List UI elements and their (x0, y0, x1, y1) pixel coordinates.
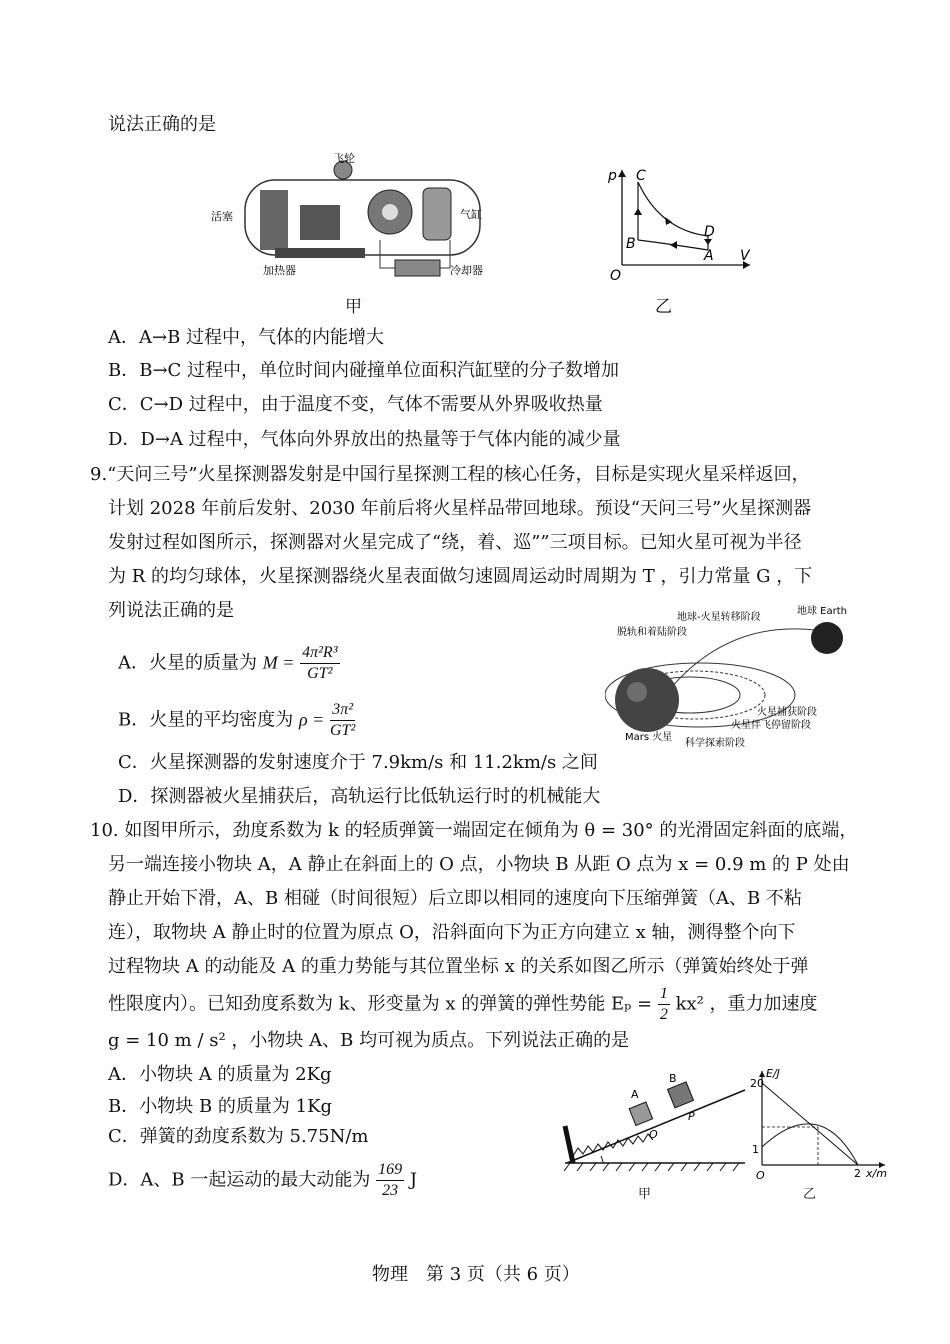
q10-line-7: g = 10 m / s² ，小物块 A、B 均可视为质点。下列说法正确的是 (108, 1030, 630, 1051)
axis-v: V (740, 248, 750, 264)
q10-line-6-pre: 性限度内）。已知劲度系数为 k、形变量为 x 的弹簧的弹性势能 Eₚ = (108, 993, 653, 1015)
label-capture: 火星捕获阶段 (757, 707, 817, 718)
q10-line-1: 10. 如图甲所示，劲度系数为 k 的轻质弹簧一端固定在倾角为 θ = 30° 的光滑固定斜面的底端， (90, 820, 858, 841)
fraction-numerator: 3π² (330, 700, 355, 721)
q10-option-d (108, 1160, 417, 1201)
q8-option-d: D．D→A 过程中，气体向外界放出的热量等于气体内能的减少量 (108, 429, 621, 450)
incline-spring-figure (545, 1068, 755, 1183)
label-parking: 火星伴飞停留阶段 (731, 720, 811, 731)
label-b: B (669, 1072, 677, 1085)
mars-mission-figure (605, 600, 865, 750)
label-earth: 地球 Earth (797, 606, 847, 617)
q10-line-2: 另一端连接小物块 A，A 静止在斜面上的 O 点，小物块 B 从距 O 点为 x = 0.9 m 的 P 处由 (108, 854, 850, 875)
q10-option-c: C．弹簧的劲度系数为 5.75N/m (108, 1126, 369, 1147)
q9-option-b-fraction (330, 700, 355, 741)
label-science: 科学探索阶段 (685, 738, 745, 749)
fraction-denominator: 23 (382, 1182, 399, 1199)
q9-line-4: 为 R 的均匀球体，火星探测器绕火星表面做匀速圆周运动时周期为 T ，引力常量 G ，下 (108, 566, 813, 587)
q10-option-d-unit: J (409, 1169, 418, 1191)
origin-o: O (610, 268, 622, 284)
label-cylinder: 气缸 (460, 208, 482, 221)
fraction-numerator: 169 (376, 1160, 404, 1181)
page-footer: 物理 第 3 页（共 6 页） (372, 1264, 580, 1285)
q10-line-6 (108, 984, 818, 1025)
pv-diagram (600, 160, 760, 285)
q10-option-d-text: D．A、B 一起运动的最大动能为 (108, 1169, 371, 1191)
origin-o-q10: O (756, 1169, 765, 1182)
label-transfer: 地球-火星转移阶段 (677, 612, 761, 623)
q9-option-a (118, 643, 340, 684)
label-a: A (631, 1088, 639, 1101)
caption-yi: 乙 (655, 297, 672, 317)
label-landing: 脱轨和着陆阶段 (617, 627, 687, 638)
q9-option-b-text: B．火星的平均密度为 (118, 709, 294, 731)
q9-option-a-fraction (300, 643, 339, 684)
y-tick-20: 20 (750, 1077, 764, 1090)
x-axis-label: x/m (866, 1167, 887, 1180)
y-axis-label: E/J (766, 1067, 780, 1080)
q10-option-b: B．小物块 B 的质量为 1Kg (108, 1096, 333, 1117)
q10-option-d-fraction (376, 1160, 404, 1201)
label-o: O (649, 1128, 658, 1141)
label-heater: 加热器 (263, 264, 296, 277)
caption-jia: 甲 (345, 297, 362, 317)
q8-option-c: C．C→D 过程中，由于温度不变，气体不需要从外界吸收热量 (108, 394, 603, 415)
q8-intro: 说法正确的是 (108, 114, 216, 135)
point-d: D (704, 224, 715, 240)
q9-option-c: C．火星探测器的发射速度介于 7.9km/s 和 11.2km/s 之间 (118, 752, 598, 773)
point-b: B (626, 236, 636, 252)
fraction-denominator: GT² (330, 722, 356, 739)
q10-line-3: 静止开始下滑，A、B 相碰（时间很短）后立即以相同的速度向下压缩弹簧（A、B 不粘 (108, 888, 802, 909)
q9-option-b-lhs: ρ = (298, 709, 325, 730)
label-cooler: 冷却器 (450, 264, 483, 277)
fraction-denominator: 2 (659, 1006, 668, 1023)
q10-line-6-post: kx² ，重力加速度 (675, 993, 818, 1015)
fraction-denominator: GT² (307, 665, 333, 682)
fraction-numerator: 1 (658, 984, 670, 1005)
caption-yi-q10: 乙 (803, 1187, 817, 1202)
q9-line-1: 9.“天问三号”火星探测器发射是中国行星探测工程的核心任务，目标是实现火星采样返回， (90, 464, 810, 485)
q8-option-b: B．B→C 过程中，单位时间内碰撞单位面积汽缸壁的分子数增加 (108, 360, 620, 381)
label-p: P (688, 1110, 695, 1123)
q9-line-5: 列说法正确的是 (108, 600, 234, 621)
q9-option-d: D．探测器被火星捕获后，高轨运行比低轨运行时的机械能大 (118, 786, 601, 807)
energy-graph (750, 1065, 895, 1185)
q10-line-5: 过程物块 A 的动能及 A 的重力势能与其位置坐标 x 的关系如图乙所示（弹簧始终处于弹 (108, 956, 809, 977)
q9-option-a-lhs: M = (262, 652, 295, 673)
q9-option-b (118, 700, 355, 741)
label-mars: Mars 火星 (625, 732, 673, 743)
axis-p: p (608, 168, 617, 184)
q10-line-4: 连），取物块 A 静止时的位置为原点 O，沿斜面向下为正方向建立 x 轴，测得整个向下 (108, 922, 796, 943)
q10-line-6-fraction (658, 984, 670, 1025)
q9-line-3: 发射过程如图所示，探测器对火星完成了“绕，着、巡””三项目标。已知火星可视为半径 (108, 532, 802, 553)
x-tick-2: 2 (854, 1167, 861, 1180)
label-flywheel: 飞轮 (333, 152, 355, 165)
point-a: A (704, 248, 714, 264)
label-piston: 活塞 (211, 210, 233, 223)
y-tick-1: 1 (752, 1143, 759, 1156)
q10-option-a: A．小物块 A 的质量为 2Kg (108, 1064, 332, 1085)
stirling-engine-figure (205, 150, 505, 285)
q8-option-a: A．A→B 过程中，气体的内能增大 (108, 327, 385, 348)
q9-line-2: 计划 2028 年前后发射、2030 年前后将火星样品带回地球。预设“天问三号”火星探测器 (108, 498, 812, 519)
point-c: C (636, 168, 646, 184)
fraction-numerator: 4π²R³ (300, 643, 339, 664)
q9-option-a-text: A．火星的质量为 (118, 652, 257, 674)
caption-jia-q10: 甲 (638, 1187, 652, 1202)
